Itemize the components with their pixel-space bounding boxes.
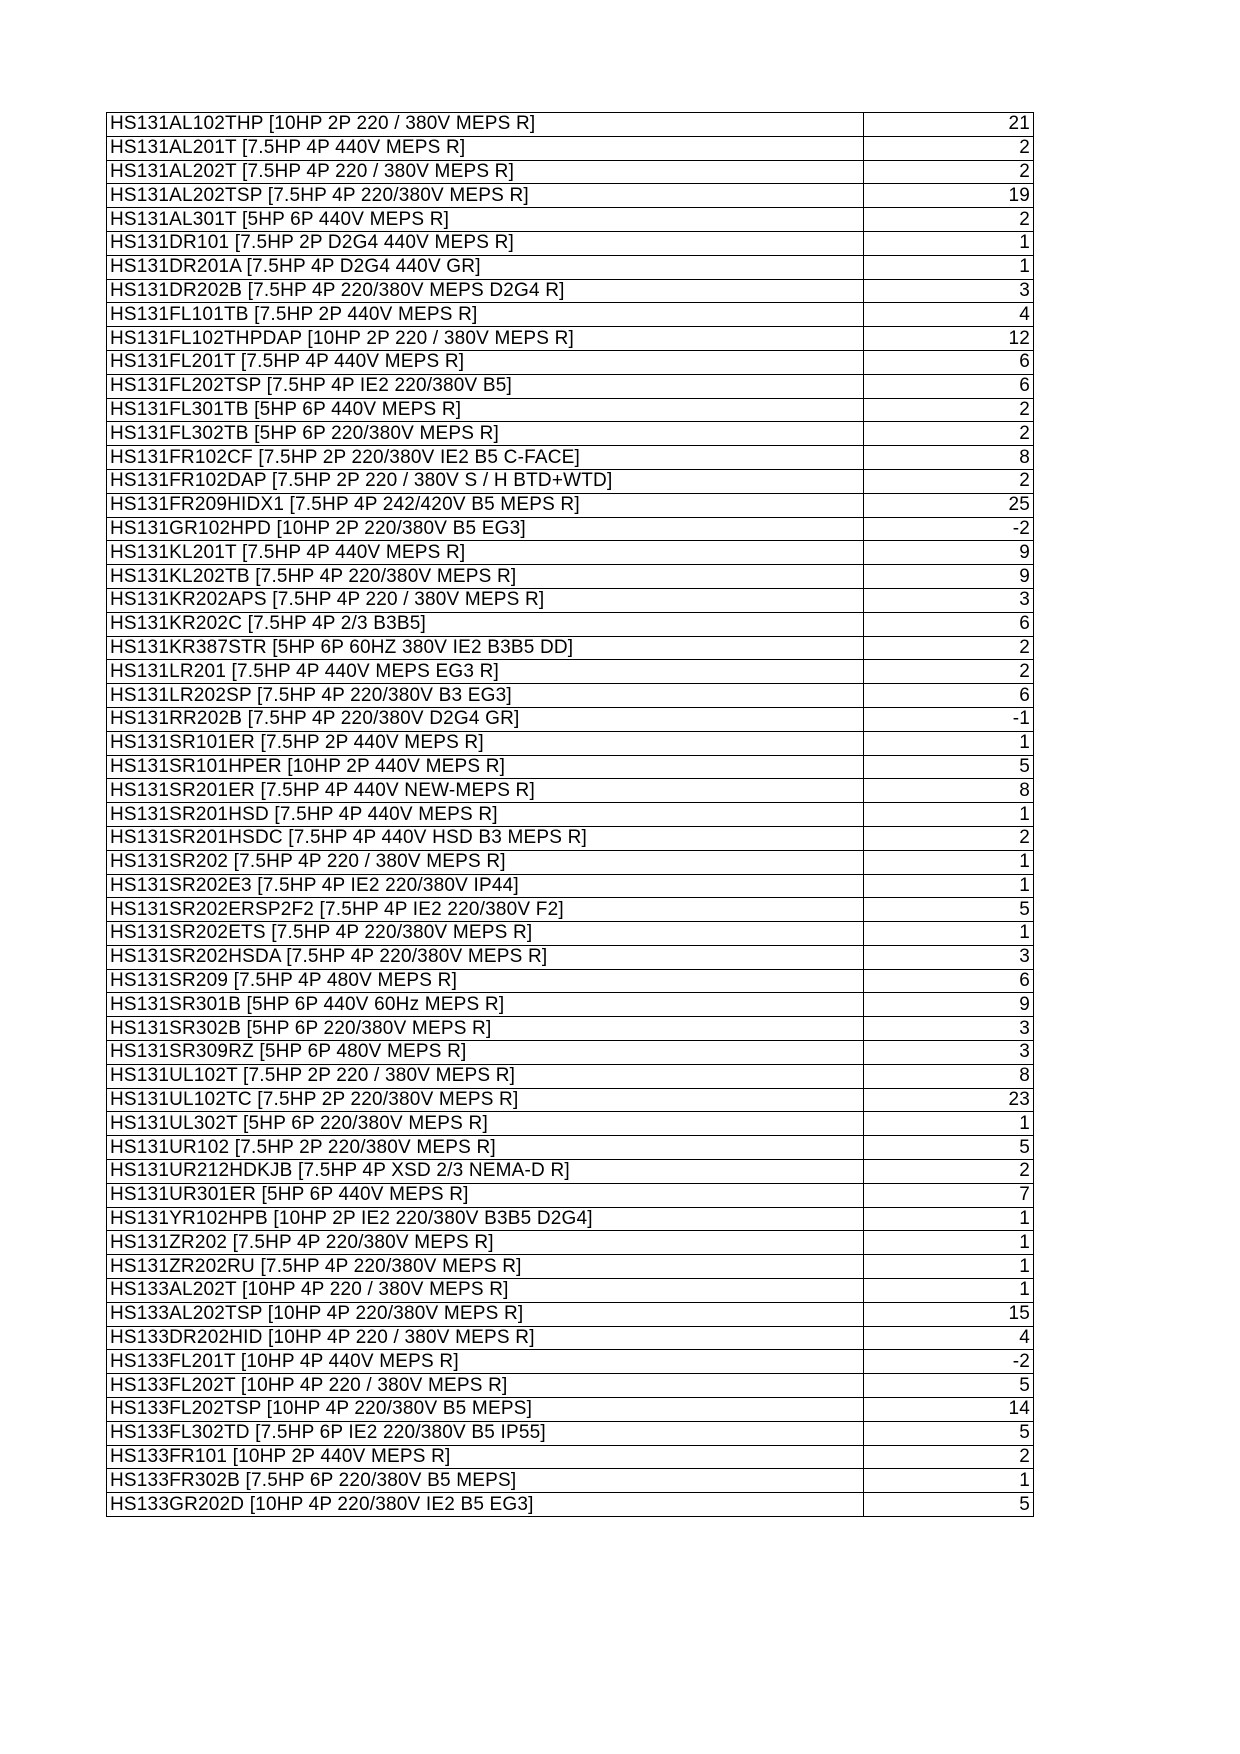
table-row <box>107 422 1034 446</box>
item-quantity-cell: 5 <box>864 1136 1034 1160</box>
table-row <box>107 993 1034 1017</box>
table-row <box>107 398 1034 422</box>
table-row <box>107 1088 1034 1112</box>
table-row <box>107 707 1034 731</box>
table-row <box>107 1326 1034 1350</box>
item-quantity-cell: 5 <box>864 1374 1034 1398</box>
table-row <box>107 1279 1034 1303</box>
item-description-cell: HS131UL102TC [7.5HP 2P 220/380V MEPS R] <box>107 1088 864 1112</box>
item-description-cell: HS131SR209 [7.5HP 4P 480V MEPS R] <box>107 969 864 993</box>
item-description-cell: HS133AL202TSP [10HP 4P 220/380V MEPS R] <box>107 1302 864 1326</box>
table-row <box>107 184 1034 208</box>
table-row <box>107 279 1034 303</box>
item-quantity-cell: 3 <box>864 279 1034 303</box>
table-row <box>107 969 1034 993</box>
table-row <box>107 779 1034 803</box>
item-quantity-cell: 1 <box>864 803 1034 827</box>
item-quantity-cell: 5 <box>864 1421 1034 1445</box>
item-description-cell: HS131SR302B [5HP 6P 220/380V MEPS R] <box>107 1017 864 1041</box>
item-quantity-cell: 21 <box>864 113 1034 137</box>
item-quantity-cell: 1 <box>864 1279 1034 1303</box>
item-description-cell: HS131UR212HDKJB [7.5HP 4P XSD 2/3 NEMA-D R] <box>107 1160 864 1184</box>
item-quantity-cell: 2 <box>864 469 1034 493</box>
table-row <box>107 1493 1034 1517</box>
table-row <box>107 255 1034 279</box>
item-description-cell: HS131AL201T [7.5HP 4P 440V MEPS R] <box>107 136 864 160</box>
item-description-cell: HS133DR202HID [10HP 4P 220 / 380V MEPS R] <box>107 1326 864 1350</box>
item-description-cell: HS131DR201A [7.5HP 4P D2G4 440V GR] <box>107 255 864 279</box>
item-quantity-cell: 2 <box>864 136 1034 160</box>
table-row <box>107 898 1034 922</box>
item-description-cell: HS133FL201T [10HP 4P 440V MEPS R] <box>107 1350 864 1374</box>
item-description-cell: HS131AL202TSP [7.5HP 4P 220/380V MEPS R] <box>107 184 864 208</box>
item-quantity-cell: 1 <box>864 874 1034 898</box>
item-description-cell: HS131FL101TB [7.5HP 2P 440V MEPS R] <box>107 303 864 327</box>
inventory-table <box>106 112 1034 1517</box>
item-description-cell: HS131FL202TSP [7.5HP 4P IE2 220/380V B5] <box>107 374 864 398</box>
item-description-cell: HS131FR209HIDX1 [7.5HP 4P 242/420V B5 MEPS R] <box>107 493 864 517</box>
table-row <box>107 374 1034 398</box>
item-quantity-cell: -1 <box>864 707 1034 731</box>
item-description-cell: HS133FR302B [7.5HP 6P 220/380V B5 MEPS] <box>107 1469 864 1493</box>
table-row <box>107 922 1034 946</box>
table-row <box>107 493 1034 517</box>
table-row <box>107 1302 1034 1326</box>
table-row <box>107 350 1034 374</box>
item-description-cell: HS131SR301B [5HP 6P 440V 60Hz MEPS R] <box>107 993 864 1017</box>
item-quantity-cell: 1 <box>864 731 1034 755</box>
table-row <box>107 755 1034 779</box>
item-quantity-cell: 3 <box>864 1041 1034 1065</box>
item-description-cell: HS133FR101 [10HP 2P 440V MEPS R] <box>107 1445 864 1469</box>
item-quantity-cell: 15 <box>864 1302 1034 1326</box>
item-quantity-cell: -2 <box>864 1350 1034 1374</box>
item-description-cell: HS131SR309RZ [5HP 6P 480V MEPS R] <box>107 1041 864 1065</box>
item-quantity-cell: 6 <box>864 350 1034 374</box>
table-row <box>107 1231 1034 1255</box>
table-row <box>107 327 1034 351</box>
item-description-cell: HS131FL102THPDAP [10HP 2P 220 / 380V MEPS R] <box>107 327 864 351</box>
item-description-cell: HS131FL302TB [5HP 6P 220/380V MEPS R] <box>107 422 864 446</box>
table-row <box>107 803 1034 827</box>
item-description-cell: HS131SR202 [7.5HP 4P 220 / 380V MEPS R] <box>107 850 864 874</box>
table-row <box>107 636 1034 660</box>
item-description-cell: HS131KR387STR [5HP 6P 60HZ 380V IE2 B3B5 DD] <box>107 636 864 660</box>
item-description-cell: HS131SR101HPER [10HP 2P 440V MEPS R] <box>107 755 864 779</box>
item-quantity-cell: 9 <box>864 993 1034 1017</box>
item-quantity-cell: 2 <box>864 422 1034 446</box>
table-row <box>107 1041 1034 1065</box>
item-description-cell: HS131SR202E3 [7.5HP 4P IE2 220/380V IP44] <box>107 874 864 898</box>
table-row <box>107 588 1034 612</box>
item-quantity-cell: 25 <box>864 493 1034 517</box>
item-quantity-cell: 4 <box>864 1326 1034 1350</box>
table-row <box>107 612 1034 636</box>
item-quantity-cell: 1 <box>864 255 1034 279</box>
table-row <box>107 1112 1034 1136</box>
item-quantity-cell: 7 <box>864 1183 1034 1207</box>
item-quantity-cell: 1 <box>864 1112 1034 1136</box>
item-description-cell: HS131UR301ER [5HP 6P 440V MEPS R] <box>107 1183 864 1207</box>
item-quantity-cell: 1 <box>864 850 1034 874</box>
item-quantity-cell: 23 <box>864 1088 1034 1112</box>
table-row <box>107 446 1034 470</box>
item-description-cell: HS131LR202SP [7.5HP 4P 220/380V B3 EG3] <box>107 684 864 708</box>
table-row <box>107 1350 1034 1374</box>
item-quantity-cell: 5 <box>864 755 1034 779</box>
item-quantity-cell: 1 <box>864 1207 1034 1231</box>
item-quantity-cell: 3 <box>864 1017 1034 1041</box>
item-description-cell: HS131SR201HSD [7.5HP 4P 440V MEPS R] <box>107 803 864 827</box>
item-quantity-cell: 1 <box>864 1231 1034 1255</box>
item-quantity-cell: 1 <box>864 231 1034 255</box>
item-description-cell: HS131UL102T [7.5HP 2P 220 / 380V MEPS R] <box>107 1064 864 1088</box>
item-description-cell: HS131SR201ER [7.5HP 4P 440V NEW-MEPS R] <box>107 779 864 803</box>
item-description-cell: HS131AL102THP [10HP 2P 220 / 380V MEPS R] <box>107 113 864 137</box>
item-quantity-cell: 3 <box>864 945 1034 969</box>
table-row <box>107 113 1034 137</box>
item-quantity-cell: 6 <box>864 969 1034 993</box>
item-description-cell: HS131DR101 [7.5HP 2P D2G4 440V MEPS R] <box>107 231 864 255</box>
table-row <box>107 136 1034 160</box>
item-description-cell: HS131RR202B [7.5HP 4P 220/380V D2G4 GR] <box>107 707 864 731</box>
item-quantity-cell: 5 <box>864 1493 1034 1517</box>
table-row <box>107 1136 1034 1160</box>
table-row <box>107 684 1034 708</box>
item-description-cell: HS131UL302T [5HP 6P 220/380V MEPS R] <box>107 1112 864 1136</box>
table-row <box>107 660 1034 684</box>
table-row <box>107 231 1034 255</box>
table-row <box>107 565 1034 589</box>
item-quantity-cell: 8 <box>864 1064 1034 1088</box>
table-row <box>107 731 1034 755</box>
item-description-cell: HS131SR202ERSP2F2 [7.5HP 4P IE2 220/380V F2] <box>107 898 864 922</box>
item-description-cell: HS131LR201 [7.5HP 4P 440V MEPS EG3 R] <box>107 660 864 684</box>
item-description-cell: HS131SR101ER [7.5HP 2P 440V MEPS R] <box>107 731 864 755</box>
item-description-cell: HS131FL201T [7.5HP 4P 440V MEPS R] <box>107 350 864 374</box>
item-quantity-cell: 19 <box>864 184 1034 208</box>
table-row <box>107 945 1034 969</box>
item-quantity-cell: 12 <box>864 327 1034 351</box>
item-quantity-cell: 2 <box>864 398 1034 422</box>
table-row <box>107 1374 1034 1398</box>
table-row <box>107 1183 1034 1207</box>
table-row <box>107 1445 1034 1469</box>
item-description-cell: HS131KR202APS [7.5HP 4P 220 / 380V MEPS R] <box>107 588 864 612</box>
table-row <box>107 1421 1034 1445</box>
table-row <box>107 826 1034 850</box>
table-row <box>107 1017 1034 1041</box>
table-row <box>107 850 1034 874</box>
table-row <box>107 1207 1034 1231</box>
item-quantity-cell: 2 <box>864 1445 1034 1469</box>
item-description-cell: HS133FL202T [10HP 4P 220 / 380V MEPS R] <box>107 1374 864 1398</box>
item-description-cell: HS131SR202ETS [7.5HP 4P 220/380V MEPS R] <box>107 922 864 946</box>
item-quantity-cell: 2 <box>864 826 1034 850</box>
item-description-cell: HS131KL201T [7.5HP 4P 440V MEPS R] <box>107 541 864 565</box>
item-quantity-cell: 2 <box>864 160 1034 184</box>
item-quantity-cell: 8 <box>864 446 1034 470</box>
item-description-cell: HS131AL301T [5HP 6P 440V MEPS R] <box>107 208 864 232</box>
table-row <box>107 1160 1034 1184</box>
item-description-cell: HS131KR202C [7.5HP 4P 2/3 B3B5] <box>107 612 864 636</box>
item-description-cell: HS131AL202T [7.5HP 4P 220 / 380V MEPS R] <box>107 160 864 184</box>
item-description-cell: HS131YR102HPB [10HP 2P IE2 220/380V B3B5 D2G4] <box>107 1207 864 1231</box>
table-row <box>107 517 1034 541</box>
item-quantity-cell: 6 <box>864 374 1034 398</box>
table-row <box>107 303 1034 327</box>
item-description-cell: HS131FR102CF [7.5HP 2P 220/380V IE2 B5 C-FACE] <box>107 446 864 470</box>
item-quantity-cell: 14 <box>864 1398 1034 1422</box>
item-quantity-cell: 5 <box>864 898 1034 922</box>
item-quantity-cell: 2 <box>864 1160 1034 1184</box>
item-description-cell: HS131FR102DAP [7.5HP 2P 220 / 380V S / H BTD+WTD] <box>107 469 864 493</box>
item-description-cell: HS131FL301TB [5HP 6P 440V MEPS R] <box>107 398 864 422</box>
table-row <box>107 469 1034 493</box>
item-quantity-cell: 4 <box>864 303 1034 327</box>
item-description-cell: HS133FL302TD [7.5HP 6P IE2 220/380V B5 IP55] <box>107 1421 864 1445</box>
item-description-cell: HS131GR102HPD [10HP 2P 220/380V B5 EG3] <box>107 517 864 541</box>
table-row <box>107 1255 1034 1279</box>
item-quantity-cell: 3 <box>864 588 1034 612</box>
table-row <box>107 208 1034 232</box>
item-description-cell: HS131UR102 [7.5HP 2P 220/380V MEPS R] <box>107 1136 864 1160</box>
item-quantity-cell: 1 <box>864 922 1034 946</box>
item-quantity-cell: 8 <box>864 779 1034 803</box>
table-row <box>107 1469 1034 1493</box>
item-quantity-cell: 2 <box>864 660 1034 684</box>
item-description-cell: HS131KL202TB [7.5HP 4P 220/380V MEPS R] <box>107 565 864 589</box>
item-description-cell: HS131SR202HSDA [7.5HP 4P 220/380V MEPS R] <box>107 945 864 969</box>
item-description-cell: HS133AL202T [10HP 4P 220 / 380V MEPS R] <box>107 1279 864 1303</box>
table-row <box>107 1398 1034 1422</box>
item-quantity-cell: 6 <box>864 684 1034 708</box>
item-description-cell: HS131DR202B [7.5HP 4P 220/380V MEPS D2G4 R] <box>107 279 864 303</box>
item-quantity-cell: 9 <box>864 541 1034 565</box>
item-quantity-cell: 6 <box>864 612 1034 636</box>
item-quantity-cell: 9 <box>864 565 1034 589</box>
table-row <box>107 541 1034 565</box>
item-quantity-cell: 2 <box>864 636 1034 660</box>
item-description-cell: HS131SR201HSDC [7.5HP 4P 440V HSD B3 MEPS R] <box>107 826 864 850</box>
item-quantity-cell: -2 <box>864 517 1034 541</box>
item-description-cell: HS133GR202D [10HP 4P 220/380V IE2 B5 EG3] <box>107 1493 864 1517</box>
item-description-cell: HS133FL202TSP [10HP 4P 220/380V B5 MEPS] <box>107 1398 864 1422</box>
table-row <box>107 1064 1034 1088</box>
item-quantity-cell: 2 <box>864 208 1034 232</box>
table-row <box>107 874 1034 898</box>
item-quantity-cell: 1 <box>864 1255 1034 1279</box>
item-description-cell: HS131ZR202 [7.5HP 4P 220/380V MEPS R] <box>107 1231 864 1255</box>
table-row <box>107 160 1034 184</box>
item-description-cell: HS131ZR202RU [7.5HP 4P 220/380V MEPS R] <box>107 1255 864 1279</box>
item-quantity-cell: 1 <box>864 1469 1034 1493</box>
inventory-table-body <box>107 113 1034 1517</box>
